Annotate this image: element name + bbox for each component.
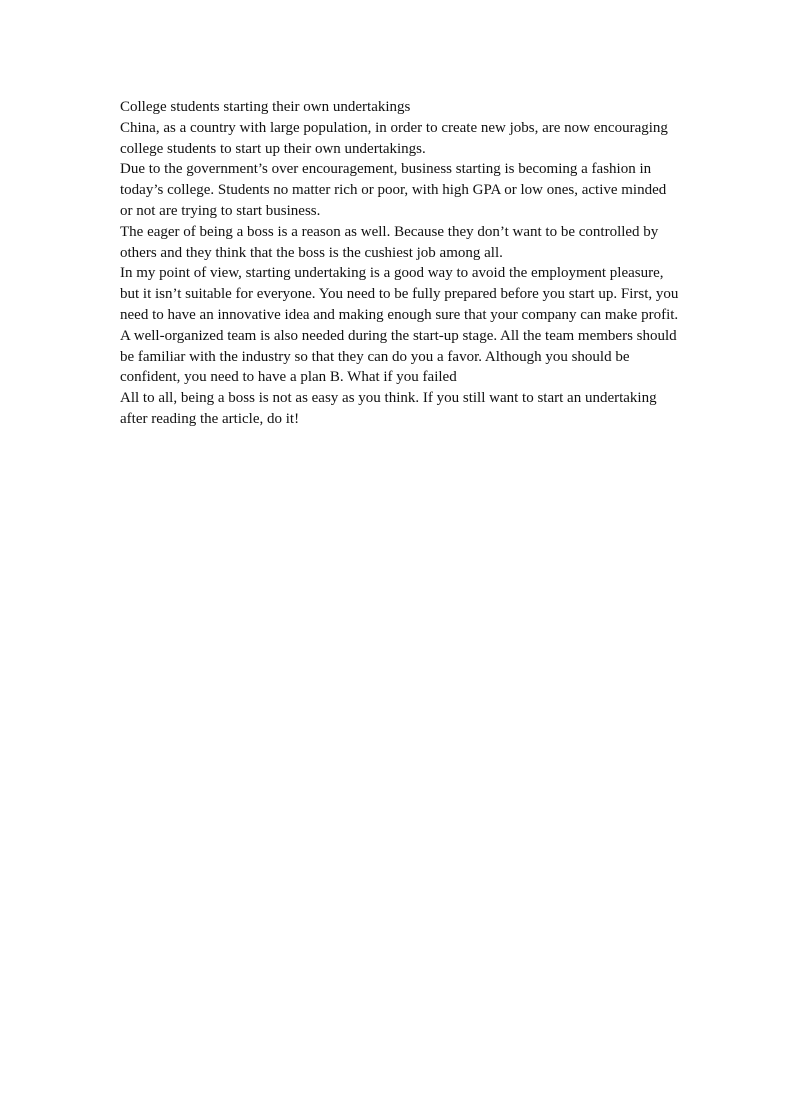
document-body [120, 97, 680, 430]
paragraph-boss-eager: The eager of being a boss is a reason as well. Because they don’t want to be controlled by others and they think that the boss is the cushiest job among all. [120, 223, 659, 261]
paragraph-encouragement: Due to the government’s over encouragement, business starting is becoming a fashion in today’s college. Students no matter rich or poor, with high GPA or low ones, active minded or not are trying to start business. [120, 161, 667, 219]
paragraph-intro: China, as a country with large population, in order to create new jobs, are now encouraging college students to start up their own undertakings. [120, 119, 668, 157]
paragraph-point-of-view: In my point of view, starting undertaking is a good way to avoid the employment pleasure, but it isn’t suitable for everyone. You need to be fully prepared before you start up. First, you need to have an innovative idea and making enough sure that your company can make profit. A well-organized team is also needed during the start-up stage. All the team members should be familiar with the industry so that they can do you a favor. Although you should be confident, you need to have a plan B. What if you failed [120, 265, 679, 386]
document-title: College students starting their own undertakings [120, 99, 411, 115]
paragraph-conclusion: All to all, being a boss is not as easy as you think. If you still want to start an undertaking after reading the article, do it! [120, 390, 657, 427]
